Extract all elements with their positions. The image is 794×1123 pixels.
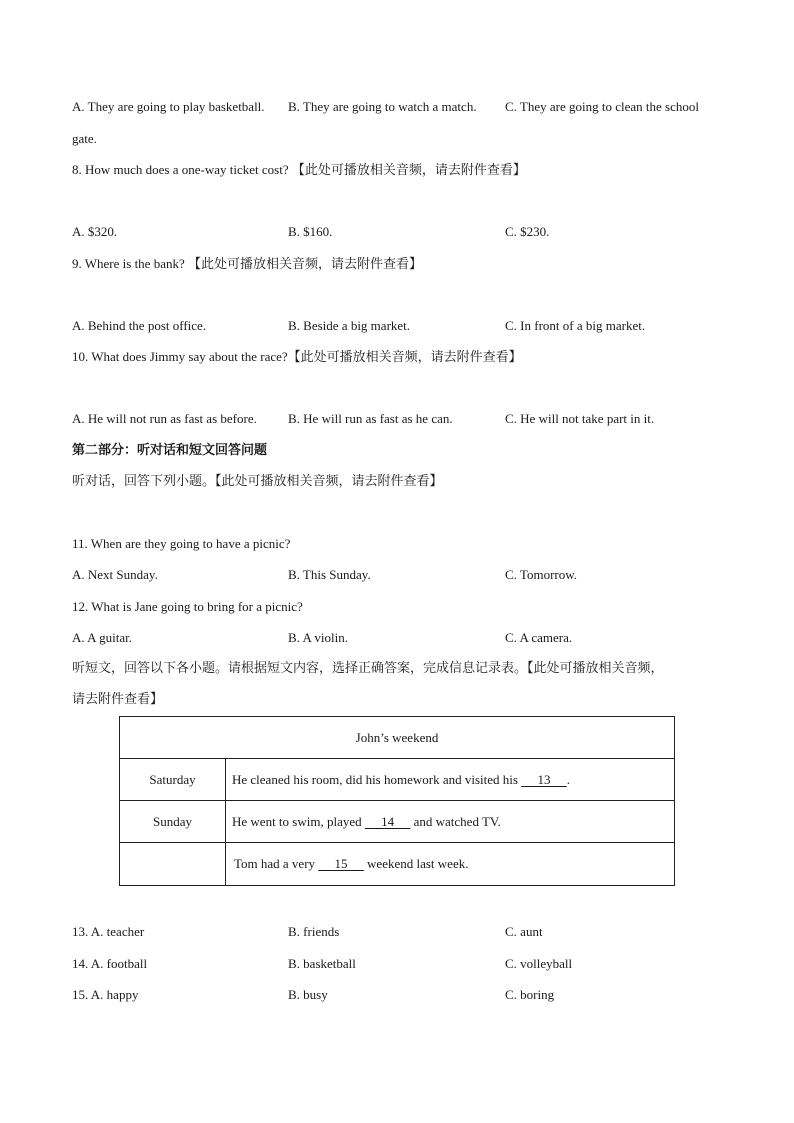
q7-option-c: C. They are going to clean the school	[505, 99, 699, 114]
table-title-row	[120, 717, 675, 759]
q10-stem: 10. What does Jimmy say about the race?	[72, 349, 288, 364]
row-text: He went to swim, played	[232, 813, 365, 829]
q12-option-c: C. A camera.	[505, 630, 573, 645]
q10-question	[72, 349, 522, 366]
q10-audio-note: 【此处可播放相关音频，请去附件查看】	[287, 350, 522, 365]
q11-option-c: C. Tomorrow.	[505, 567, 578, 582]
q11-option-a: A. Next Sunday.	[72, 567, 158, 582]
q13-option-c: C. aunt	[505, 924, 543, 939]
blank-14: 14	[364, 813, 411, 829]
part2-heading: 第二部分：听对话和短文回答问题	[72, 443, 268, 458]
table-row	[120, 759, 675, 801]
row-text-end: .	[566, 771, 570, 787]
q11-option-b: B. This Sunday.	[288, 567, 371, 582]
q8-stem: 8. How much does a one-way ticket cost?	[72, 162, 292, 177]
q7-option-a: A. They are going to play basketball.	[72, 99, 265, 114]
q8-option-a: A. $320.	[72, 224, 118, 239]
q9-question	[72, 256, 422, 273]
q8-question	[72, 162, 526, 179]
row-content-saturday	[226, 759, 675, 801]
row-text: He cleaned his room, did his homework and visited his	[232, 771, 522, 787]
q12-option-b: B. A violin.	[288, 630, 348, 645]
q13-option-b: B. friends	[288, 924, 340, 939]
q7-option-b: B. They are going to watch a match.	[288, 99, 477, 114]
q8-option-c: C. $230.	[505, 224, 550, 239]
q9-audio-note: 【此处可播放相关音频，请去附件查看】	[188, 257, 423, 272]
q15-option-a: 15. A. happy	[72, 987, 139, 1002]
row-text: Tom had a very	[234, 856, 319, 871]
passage-instruction-line1: 听短文，回答以下各小题。请根据短文内容，选择正确答案，完成信息记录表。【此处可播放相关音频，	[72, 661, 664, 676]
row-content-sunday	[226, 801, 675, 843]
q14-option-b: B. basketball	[288, 956, 356, 971]
table-row	[120, 843, 675, 886]
q11-question: 11. When are they going to have a picnic?	[72, 536, 291, 551]
info-record-table	[119, 716, 675, 886]
passage-instruction-line2: 请去附件查看】	[72, 692, 164, 707]
dialogue-instruction: 听对话，回答下列小题。【此处可播放相关音频，请去附件查看】	[72, 474, 443, 489]
q9-stem: 9. Where is the bank?	[72, 256, 188, 271]
blank-13: 13	[521, 771, 567, 787]
q8-audio-note: 【此处可播放相关音频，请去附件查看】	[291, 163, 526, 178]
q15-option-b: B. busy	[288, 987, 328, 1002]
q9-option-b: B. Beside a big market.	[288, 318, 411, 333]
row-text-end: weekend last week.	[363, 856, 469, 871]
q15-option-c: C. boring	[505, 987, 555, 1002]
row-text-end: and watched TV.	[410, 813, 501, 829]
row-content-summary	[226, 843, 675, 886]
q8-option-b: B. $160.	[288, 224, 333, 239]
row-label-empty	[120, 843, 226, 886]
q10-option-c: C. He will not take part in it.	[505, 411, 655, 426]
q9-option-c: C. In front of a big market.	[505, 318, 646, 333]
q9-option-a: A. Behind the post office.	[72, 318, 207, 333]
table-title: John’s weekend	[120, 717, 675, 759]
q12-option-a: A. A guitar.	[72, 630, 132, 645]
q12-question: 12. What is Jane going to bring for a picnic?	[72, 599, 303, 614]
q14-option-a: 14. A. football	[72, 956, 148, 971]
q10-option-b: B. He will run as fast as he can.	[288, 411, 453, 426]
q7-option-c-wrap: gate.	[72, 131, 97, 146]
row-label-sunday: Sunday	[120, 801, 226, 843]
q14-option-c: C. volleyball	[505, 956, 573, 971]
q13-option-a: 13. A. teacher	[72, 924, 145, 939]
blank-15: 15	[318, 856, 364, 871]
q10-option-a: A. He will not run as fast as before.	[72, 411, 257, 426]
row-label-saturday: Saturday	[120, 759, 226, 801]
table-row	[120, 801, 675, 843]
